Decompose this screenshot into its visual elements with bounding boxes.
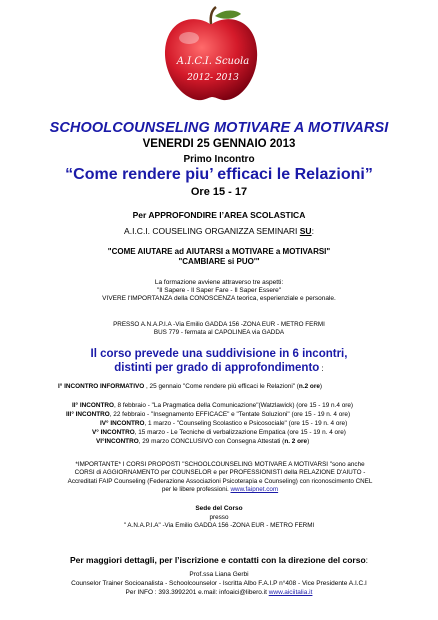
sede-title: Sede del Corso [195, 505, 243, 512]
apple-logo [155, 6, 265, 106]
important-line-4-text: per le libere professioni. [161, 485, 231, 493]
director-credentials: Counselor Trainer Socioanalista - Schoolcounselor - Iscritta Albo F.A.I.P n°408 - Vice Presidente A.I.C.I [71, 580, 367, 587]
incontro-5 [92, 429, 346, 436]
course-summary-2-tail: : [319, 364, 324, 373]
meeting-theme: “Come rendere piu’ efficaci le Relazioni” [65, 166, 373, 183]
incontro-2 [72, 402, 353, 409]
organizer-line [0, 226, 438, 236]
important-line-4 [40, 486, 400, 494]
incontro-2-text: , 8 febbraio - "La Pragmatica della Comunicazione"(Watzlawick) (ore 15 - 19 n.4 ore) [113, 402, 354, 409]
aici-website-link[interactable]: www.aiciitalia.it [268, 589, 313, 596]
incontro-1-text: , 25 gennaio "Come rendere più efficaci le Relazioni" ( [144, 383, 299, 390]
incontro-5-text: , 15 marzo - Le Tecniche di verbalizzazione Empatica (ore 15 - 19 n. 4 ore) [134, 429, 346, 436]
incontro-3-label: III° INCONTRO [66, 411, 110, 418]
contact-heading [0, 555, 438, 565]
location-bus: BUS 779 - fermata al CAPOLINEA via GADDA [153, 329, 285, 336]
organizer-su: SU [299, 226, 312, 236]
organizer-suffix: : [311, 226, 314, 236]
incontro-6-end: ) [307, 438, 310, 445]
incontro-6 [96, 438, 309, 445]
first-meeting-label: Primo Incontro [183, 154, 255, 165]
important-line-3: Accreditati FAIP Counseling (Federazione Associazioni Psicoterapia e Counseling) con riconoscimento CNEL [67, 477, 373, 485]
incontro-3 [66, 411, 350, 418]
contact-heading-tail: : [365, 555, 369, 565]
location-address: PRESSO A.N.A.P.I.A -Via Emilio GADDA 156 -ZONA EUR - METRO FERMI [113, 321, 325, 328]
incontro-6-hours: n. 2 ore [284, 438, 308, 445]
course-summary-2-main: distinti per grado di approfondimento [114, 362, 320, 374]
formazione-line-3: VIVERE l'IMPORTANZA della CONOSCENZA teorica, esperienziale e personale. [102, 295, 336, 302]
important-note [40, 461, 400, 494]
director-name: Prof.ssa Liana Gerbi [189, 571, 249, 578]
event-date: VENERDI 25 GENNAIO 2013 [142, 138, 296, 150]
incontro-4 [100, 420, 347, 427]
course-summary-1: Il corso prevede una suddivisione in 6 incontri, [90, 348, 348, 360]
course-summary-2 [0, 362, 438, 374]
formazione-line-1: La formazione avviene attraverso tre aspetti: [154, 279, 284, 286]
approfondire-heading: Per APPROFONDIRE l’AREA SCOLASTICA [132, 210, 306, 220]
contact-heading-text: Per maggiori dettagli, per l’iscrizione e contatti con la direzione del corso [69, 555, 366, 565]
incontro-1-end: ) [319, 383, 323, 390]
sede-address: " A.N.A.P.I.A" -Via Emilio GADDA 156 -ZONA EUR - METRO FERMI [123, 522, 315, 529]
seminar-quote-2: "CAMBIARE si PUO'" [178, 257, 260, 266]
organizer-prefix: A.I.C.I. COUSELING ORGANIZZA SEMINARI [124, 226, 300, 236]
logo-line1: A.I.C.I. Scuola [176, 56, 250, 67]
meeting-hours: Ore 15 - 17 [190, 186, 248, 198]
incontro-3-text: , 22 febbraio - "Insegnamento EFFICACE" e "Tentate Soluzioni" (ore 15 - 19 n. 4 ore) [109, 411, 351, 418]
incontro-1-hours: n.2 ore [298, 383, 320, 390]
contact-info-text: Per INFO : 393.3992201 e.mail: infoaici@libero.it [125, 589, 269, 596]
incontro-1-label: I° INCONTRO INFORMATIVO [58, 383, 145, 390]
main-title: SCHOOLCOUNSELING MOTIVARE A MOTIVARSI [49, 120, 389, 136]
seminar-quote-1: "COME AIUTARE ad AIUTARSI a MOTIVARE a MOTIVARSI" [107, 247, 331, 256]
formazione-line-2: "Il Sapere - Il Saper Fare - Il Saper Essere" [156, 287, 282, 294]
sede-presso: presso [209, 514, 229, 521]
incontro-2-label: II° INCONTRO [72, 402, 114, 409]
incontro-5-label: V° INCONTRO [92, 429, 135, 436]
incontro-1 [58, 383, 322, 390]
important-line-2: CORSI di AGGIORNAMENTO per COUNSELOR e per PROFESSIONISTI della RELAZIONE D'AIUTO - [74, 469, 366, 477]
faipnet-link[interactable]: www.faipnet.com [230, 485, 279, 493]
logo-line2: 2012- 2013 [187, 73, 239, 83]
incontro-6-label: VI°INCONTRO [96, 438, 139, 445]
contact-info [0, 589, 438, 596]
incontro-4-label: IV° INCONTRO [100, 420, 145, 427]
important-line-1: *IMPORTANTE* I CORSI PROPOSTI "SCHOOLCOUNSELING MOTIVARE A MOTIVARSI "sono anche [75, 461, 365, 468]
incontro-4-text: , 1 marzo - "Counseling Scolastico e Psicosociale" (ore 15 - 19 n. 4 ore) [144, 420, 348, 427]
incontro-6-text: , 29 marzo CONCLUSIVO con Consegna Attestati ( [138, 438, 285, 445]
